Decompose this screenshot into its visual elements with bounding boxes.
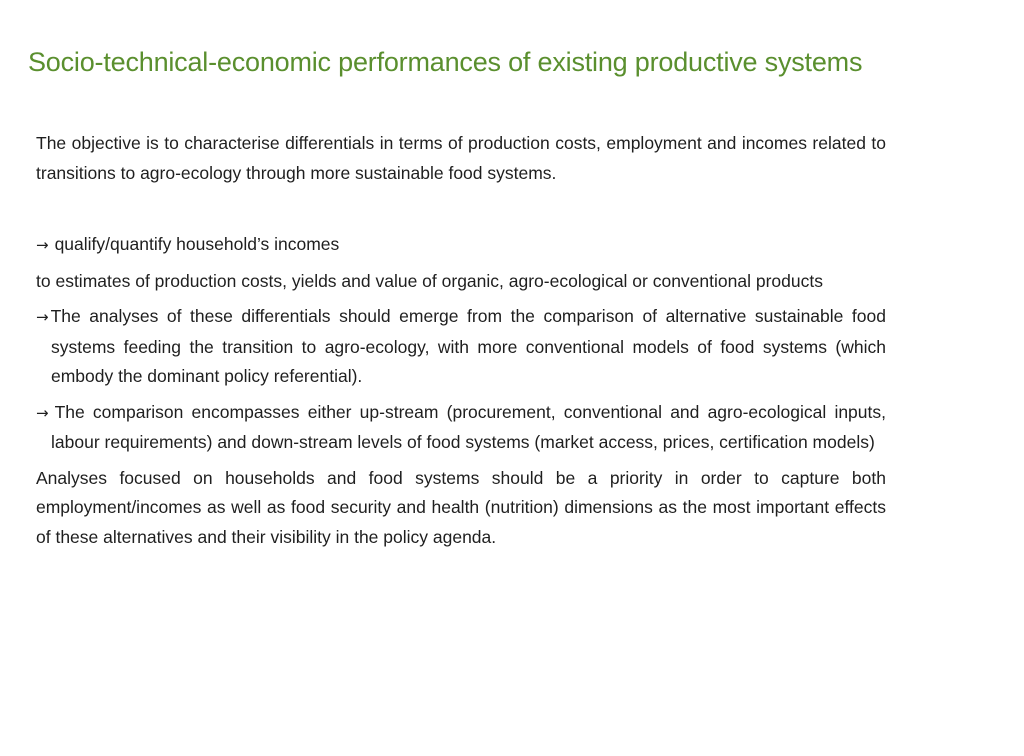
bullet-comparison-text: The comparison encompasses either up-stream (procurement, conventional and agro-ecological inputs, labour requirements) and down-stream levels of food systems (market access, prices, certification models)	[51, 401, 886, 452]
conclusion-paragraph: Analyses focused on households and food systems should be a priority in order to capture both employment/incomes as well as food security and health (nutrition) dimensions as the most important effects of these alternatives and their visibility in the policy agenda.	[36, 467, 886, 547]
intro-paragraph: The objective is to characterise differentials in terms of production costs, employment and incomes related to transitions to agro-ecology through more sustainable food systems.	[36, 133, 886, 183]
bullet-analyses	[36, 302, 886, 392]
bullet-analyses-text: The analyses of these differentials should emerge from the comparison of alternative sustainable food systems feeding the transition to agro-ecology, with more conventional models of food systems (which embody the dominant policy referential).	[50, 306, 886, 386]
bullet-comparison	[36, 398, 886, 458]
arrow-right-icon: →	[36, 236, 49, 254]
slide-title: Socio-technical-economic performances of existing productive systems	[28, 47, 863, 77]
bullet-qualify	[36, 230, 886, 261]
arrow-right-icon: →	[36, 308, 49, 326]
estimates-paragraph: to estimates of production costs, yields and value of organic, agro-ecological or conventional products	[36, 270, 823, 291]
bullet-qualify-text: qualify/quantify household’s incomes	[54, 234, 340, 254]
arrow-right-icon: →	[36, 403, 49, 422]
slide-body	[36, 129, 886, 552]
